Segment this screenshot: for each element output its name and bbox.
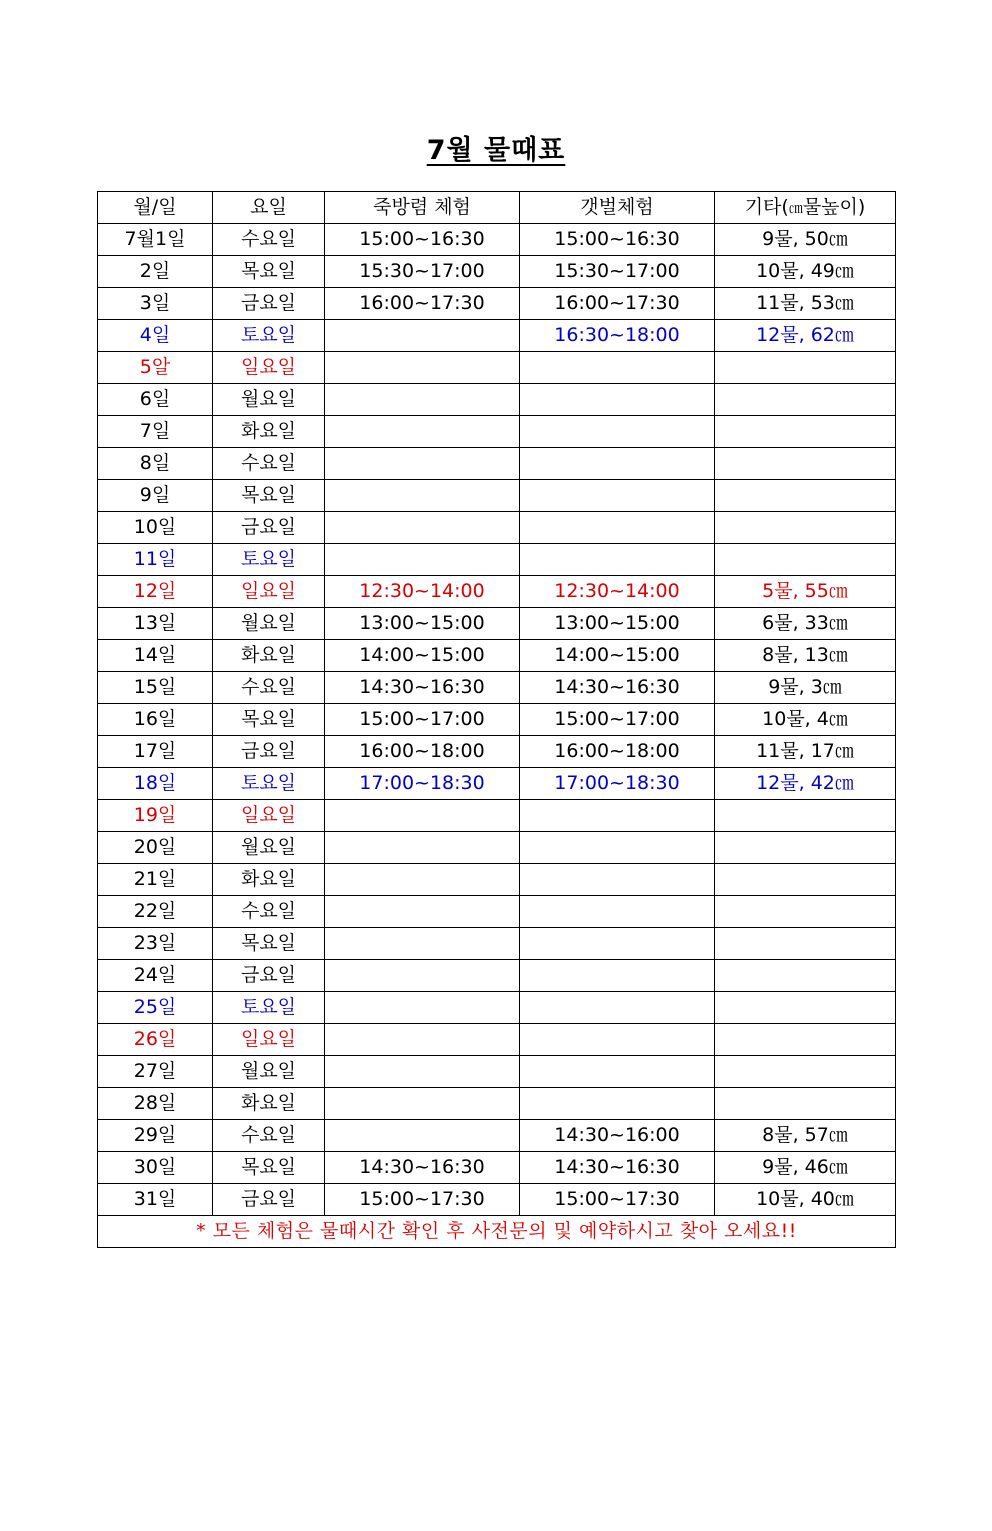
- cell-getbeol-time: [520, 416, 715, 448]
- cell-etc: [715, 1024, 896, 1056]
- column-header-date: 월/일: [98, 192, 213, 224]
- cell-date: 5알: [98, 352, 213, 384]
- cell-bangnyeom-time: [325, 992, 520, 1024]
- column-header-etc-unit: ㎝: [788, 201, 803, 218]
- cell-getbeol-time: 15:30~17:00: [520, 256, 715, 288]
- cell-bangnyeom-time: [325, 896, 520, 928]
- cell-day: 토요일: [213, 544, 325, 576]
- cell-getbeol-time: [520, 384, 715, 416]
- cell-date: 25일: [98, 992, 213, 1024]
- cell-etc: [715, 864, 896, 896]
- cell-getbeol-time: 15:00~16:30: [520, 224, 715, 256]
- cell-getbeol-time: [520, 864, 715, 896]
- cell-bangnyeom-time: 15:00~16:30: [325, 224, 520, 256]
- page-title: 7월 물때표: [426, 135, 566, 166]
- cell-getbeol-time: [520, 1088, 715, 1120]
- cell-etc: [715, 352, 896, 384]
- table-row: [98, 1120, 896, 1152]
- cell-date: 29일: [98, 1120, 213, 1152]
- cell-getbeol-time: [520, 960, 715, 992]
- cell-bangnyeom-time: [325, 1056, 520, 1088]
- table-row: [98, 704, 896, 736]
- cell-date: 12일: [98, 576, 213, 608]
- table-header: [98, 192, 896, 224]
- cell-getbeol-time: [520, 928, 715, 960]
- cell-etc: 5물, 55㎝: [715, 576, 896, 608]
- cell-getbeol-time: 15:00~17:30: [520, 1184, 715, 1216]
- cell-etc: [715, 1056, 896, 1088]
- cell-bangnyeom-time: [325, 352, 520, 384]
- cell-bangnyeom-time: [325, 832, 520, 864]
- cell-bangnyeom-time: [325, 416, 520, 448]
- cell-date: 4일: [98, 320, 213, 352]
- cell-etc: 10물, 40㎝: [715, 1184, 896, 1216]
- table-header-row: [98, 192, 896, 224]
- cell-bangnyeom-time: 16:00~17:30: [325, 288, 520, 320]
- table-row: [98, 384, 896, 416]
- table-row: [98, 992, 896, 1024]
- cell-etc: 10물, 4㎝: [715, 704, 896, 736]
- cell-day: 화요일: [213, 640, 325, 672]
- cell-getbeol-time: [520, 1024, 715, 1056]
- cell-day: 월요일: [213, 608, 325, 640]
- cell-etc: 10물, 49㎝: [715, 256, 896, 288]
- cell-bangnyeom-time: [325, 448, 520, 480]
- cell-day: 목요일: [213, 704, 325, 736]
- table-row: [98, 448, 896, 480]
- column-header-etc: [715, 192, 896, 224]
- cell-getbeol-time: [520, 512, 715, 544]
- cell-getbeol-time: 14:30~16:30: [520, 672, 715, 704]
- cell-getbeol-time: [520, 1056, 715, 1088]
- table-row: [98, 896, 896, 928]
- cell-date: 7일: [98, 416, 213, 448]
- cell-getbeol-time: [520, 544, 715, 576]
- cell-getbeol-time: 14:30~16:00: [520, 1120, 715, 1152]
- cell-bangnyeom-time: [325, 928, 520, 960]
- table-row: [98, 1184, 896, 1216]
- cell-bangnyeom-time: [325, 480, 520, 512]
- table-row: [98, 736, 896, 768]
- cell-date: 13일: [98, 608, 213, 640]
- table-row: [98, 224, 896, 256]
- cell-bangnyeom-time: 14:30~16:30: [325, 1152, 520, 1184]
- cell-date: 19일: [98, 800, 213, 832]
- cell-day: 화요일: [213, 1088, 325, 1120]
- table-row: [98, 352, 896, 384]
- cell-getbeol-time: [520, 992, 715, 1024]
- table-row: [98, 832, 896, 864]
- table-row: [98, 544, 896, 576]
- cell-date: 2일: [98, 256, 213, 288]
- cell-day: 일요일: [213, 1024, 325, 1056]
- cell-bangnyeom-time: [325, 800, 520, 832]
- cell-bangnyeom-time: [325, 512, 520, 544]
- cell-date: 22일: [98, 896, 213, 928]
- cell-bangnyeom-time: [325, 1088, 520, 1120]
- cell-day: 수요일: [213, 1120, 325, 1152]
- cell-date: 31일: [98, 1184, 213, 1216]
- table-row: [98, 1024, 896, 1056]
- table-row: [98, 672, 896, 704]
- table-body: [98, 224, 896, 1216]
- table-row: [98, 512, 896, 544]
- cell-day: 토요일: [213, 320, 325, 352]
- cell-date: 3일: [98, 288, 213, 320]
- cell-etc: 12물, 42㎝: [715, 768, 896, 800]
- cell-getbeol-time: 16:00~17:30: [520, 288, 715, 320]
- cell-day: 월요일: [213, 832, 325, 864]
- cell-bangnyeom-time: 15:00~17:00: [325, 704, 520, 736]
- cell-day: 화요일: [213, 416, 325, 448]
- cell-etc: [715, 960, 896, 992]
- cell-date: 16일: [98, 704, 213, 736]
- table-footer: [98, 1216, 896, 1248]
- cell-bangnyeom-time: [325, 320, 520, 352]
- table-row: [98, 960, 896, 992]
- cell-day: 월요일: [213, 1056, 325, 1088]
- cell-date: 15일: [98, 672, 213, 704]
- tide-table-wrapper: [97, 191, 895, 1248]
- cell-day: 수요일: [213, 224, 325, 256]
- table-row: [98, 1088, 896, 1120]
- cell-day: 목요일: [213, 928, 325, 960]
- cell-getbeol-time: 15:00~17:00: [520, 704, 715, 736]
- cell-date: 6일: [98, 384, 213, 416]
- cell-date: 11일: [98, 544, 213, 576]
- cell-getbeol-time: [520, 448, 715, 480]
- cell-getbeol-time: 16:30~18:00: [520, 320, 715, 352]
- table-row: [98, 768, 896, 800]
- table-row: [98, 640, 896, 672]
- cell-bangnyeom-time: 15:30~17:00: [325, 256, 520, 288]
- column-header-getbeol: 갯벌체험: [520, 192, 715, 224]
- cell-getbeol-time: [520, 480, 715, 512]
- cell-date: 27일: [98, 1056, 213, 1088]
- cell-bangnyeom-time: 14:30~16:30: [325, 672, 520, 704]
- cell-bangnyeom-time: 12:30~14:00: [325, 576, 520, 608]
- cell-etc: 12물, 62㎝: [715, 320, 896, 352]
- cell-date: 18일: [98, 768, 213, 800]
- table-row: [98, 320, 896, 352]
- cell-day: 목요일: [213, 480, 325, 512]
- table-row: [98, 576, 896, 608]
- cell-day: 일요일: [213, 800, 325, 832]
- cell-date: 23일: [98, 928, 213, 960]
- table-row: [98, 416, 896, 448]
- cell-etc: [715, 992, 896, 1024]
- cell-etc: 11물, 53㎝: [715, 288, 896, 320]
- cell-etc: 8물, 13㎝: [715, 640, 896, 672]
- cell-day: 수요일: [213, 672, 325, 704]
- cell-day: 금요일: [213, 512, 325, 544]
- cell-etc: 9물, 50㎝: [715, 224, 896, 256]
- cell-getbeol-time: 14:30~16:30: [520, 1152, 715, 1184]
- cell-etc: 6물, 33㎝: [715, 608, 896, 640]
- cell-etc: 9물, 46㎝: [715, 1152, 896, 1184]
- table-row: [98, 864, 896, 896]
- table-row: [98, 928, 896, 960]
- cell-day: 목요일: [213, 256, 325, 288]
- cell-day: 목요일: [213, 1152, 325, 1184]
- cell-date: 10일: [98, 512, 213, 544]
- cell-getbeol-time: 17:00~18:30: [520, 768, 715, 800]
- cell-date: 20일: [98, 832, 213, 864]
- cell-getbeol-time: 14:00~15:00: [520, 640, 715, 672]
- cell-etc: 11물, 17㎝: [715, 736, 896, 768]
- cell-etc: [715, 1088, 896, 1120]
- cell-etc: [715, 448, 896, 480]
- table-row: [98, 608, 896, 640]
- cell-bangnyeom-time: 17:00~18:30: [325, 768, 520, 800]
- table-footer-row: [98, 1216, 896, 1248]
- table-row: [98, 1152, 896, 1184]
- table-row: [98, 288, 896, 320]
- cell-etc: 8물, 57㎝: [715, 1120, 896, 1152]
- cell-bangnyeom-time: [325, 1120, 520, 1152]
- cell-etc: [715, 896, 896, 928]
- column-header-bangnyeom: 죽방렴 체험: [325, 192, 520, 224]
- document-page: [0, 128, 992, 1531]
- cell-getbeol-time: [520, 352, 715, 384]
- cell-day: 금요일: [213, 736, 325, 768]
- cell-bangnyeom-time: 16:00~18:00: [325, 736, 520, 768]
- footer-note: * 모든 체험은 물때시간 확인 후 사전문의 및 예약하시고 찾아 오세요!!: [98, 1216, 896, 1248]
- cell-etc: [715, 832, 896, 864]
- cell-day: 수요일: [213, 896, 325, 928]
- column-header-etc-suffix: 물높이): [802, 196, 866, 219]
- table-row: [98, 480, 896, 512]
- table-row: [98, 800, 896, 832]
- cell-day: 토요일: [213, 768, 325, 800]
- cell-etc: [715, 512, 896, 544]
- column-header-etc-prefix: 기타(: [744, 196, 789, 219]
- cell-date: 17일: [98, 736, 213, 768]
- table-row: [98, 1056, 896, 1088]
- cell-day: 토요일: [213, 992, 325, 1024]
- cell-date: 28일: [98, 1088, 213, 1120]
- cell-bangnyeom-time: [325, 384, 520, 416]
- cell-bangnyeom-time: 15:00~17:30: [325, 1184, 520, 1216]
- cell-bangnyeom-time: 14:00~15:00: [325, 640, 520, 672]
- cell-getbeol-time: [520, 832, 715, 864]
- cell-day: 수요일: [213, 448, 325, 480]
- cell-etc: 9물, 3㎝: [715, 672, 896, 704]
- cell-date: 7월1일: [98, 224, 213, 256]
- tide-table: [97, 191, 896, 1248]
- cell-date: 24일: [98, 960, 213, 992]
- cell-bangnyeom-time: 13:00~15:00: [325, 608, 520, 640]
- cell-etc: [715, 800, 896, 832]
- cell-etc: [715, 544, 896, 576]
- cell-etc: [715, 480, 896, 512]
- cell-day: 화요일: [213, 864, 325, 896]
- cell-date: 21일: [98, 864, 213, 896]
- column-header-day: 요일: [213, 192, 325, 224]
- cell-day: 금요일: [213, 960, 325, 992]
- cell-date: 14일: [98, 640, 213, 672]
- cell-etc: [715, 416, 896, 448]
- cell-getbeol-time: 16:00~18:00: [520, 736, 715, 768]
- cell-getbeol-time: [520, 800, 715, 832]
- cell-date: 26일: [98, 1024, 213, 1056]
- cell-day: 일요일: [213, 576, 325, 608]
- cell-bangnyeom-time: [325, 544, 520, 576]
- cell-day: 월요일: [213, 384, 325, 416]
- cell-etc: [715, 928, 896, 960]
- cell-date: 8일: [98, 448, 213, 480]
- cell-bangnyeom-time: [325, 864, 520, 896]
- table-row: [98, 256, 896, 288]
- cell-getbeol-time: 12:30~14:00: [520, 576, 715, 608]
- cell-bangnyeom-time: [325, 1024, 520, 1056]
- cell-day: 금요일: [213, 1184, 325, 1216]
- cell-date: 9일: [98, 480, 213, 512]
- cell-getbeol-time: [520, 896, 715, 928]
- cell-etc: [715, 384, 896, 416]
- cell-day: 금요일: [213, 288, 325, 320]
- cell-date: 30일: [98, 1152, 213, 1184]
- cell-day: 일요일: [213, 352, 325, 384]
- cell-getbeol-time: 13:00~15:00: [520, 608, 715, 640]
- cell-bangnyeom-time: [325, 960, 520, 992]
